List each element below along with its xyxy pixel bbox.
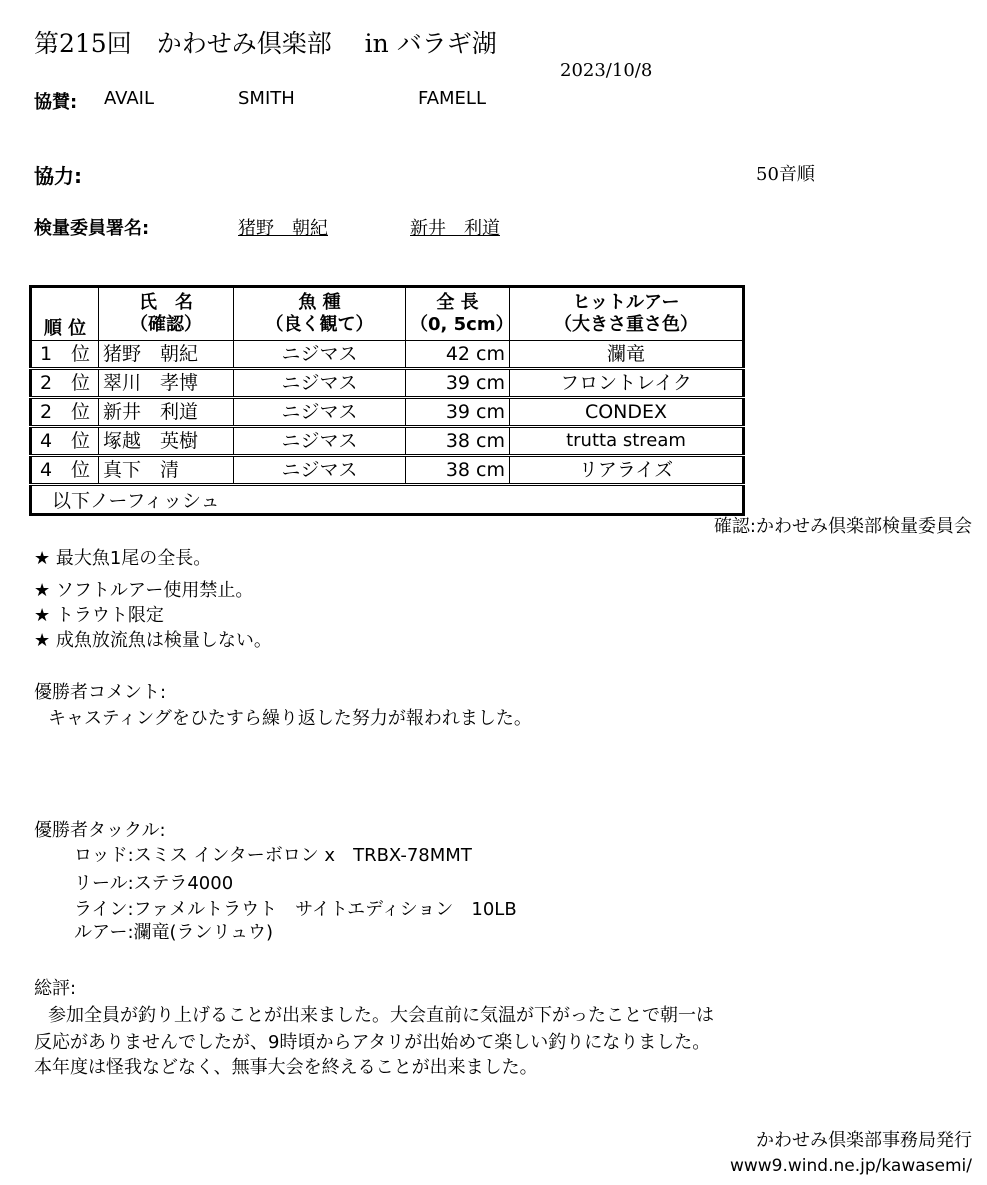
table-footer-row bbox=[31, 485, 744, 515]
sponsor-famell: FAMELL bbox=[418, 88, 486, 109]
cell-name: 猪野 朝紀 bbox=[99, 341, 234, 369]
sponsor-smith: SMITH bbox=[238, 88, 295, 109]
table-row bbox=[31, 427, 744, 456]
cell-length: 42 cm bbox=[406, 341, 510, 369]
results-table bbox=[29, 285, 745, 516]
cell-rank: 2 位 bbox=[31, 369, 99, 398]
rule-item: ★ 最大魚1尾の全長。 bbox=[34, 548, 212, 569]
cell-length: 38 cm bbox=[406, 456, 510, 485]
tackle-rod: ロッド:スミス インターボロン x TRBX-78MMT bbox=[74, 845, 472, 866]
cell-length: 39 cm bbox=[406, 369, 510, 398]
header-length: 全 長 （0, 5cm） bbox=[406, 287, 510, 341]
cell-name: 新井 利道 bbox=[99, 398, 234, 427]
cell-rank: 1 位 bbox=[31, 341, 99, 369]
header-name: 氏 名 （確認） bbox=[99, 287, 234, 341]
page-title: 第215回 かわせみ倶楽部 in バラギ湖 bbox=[34, 29, 497, 58]
inspector-1: 猪野 朝紀 bbox=[238, 218, 328, 239]
winner-tackle-label: 優勝者タックル: bbox=[34, 820, 166, 841]
cell-length: 39 cm bbox=[406, 398, 510, 427]
summary-line: 本年度は怪我などなく、無事大会を終えることが出来ました。 bbox=[34, 1057, 538, 1078]
cell-rank: 2 位 bbox=[31, 398, 99, 427]
cell-rank: 4 位 bbox=[31, 456, 99, 485]
inspector-2: 新井 利道 bbox=[410, 218, 500, 239]
cell-lure: 瀾竜 bbox=[510, 341, 744, 369]
cell-lure: フロントレイク bbox=[510, 369, 744, 398]
cell-rank: 4 位 bbox=[31, 427, 99, 456]
cell-fish: ニジマス bbox=[234, 341, 406, 369]
cooperation-label: 協力: bbox=[34, 164, 82, 188]
table-row bbox=[31, 456, 744, 485]
cell-fish: ニジマス bbox=[234, 456, 406, 485]
cell-name: 真下 清 bbox=[99, 456, 234, 485]
cell-lure: リアライズ bbox=[510, 456, 744, 485]
cell-fish: ニジマス bbox=[234, 369, 406, 398]
summary-line: 反応がありませんでしたが、9時頃からアタリが出始めて楽しい釣りになりました。 bbox=[34, 1032, 711, 1053]
event-date: 2023/10/8 bbox=[560, 60, 653, 81]
header-fish: 魚 種 （良く観て） bbox=[234, 287, 406, 341]
cell-name: 翠川 孝博 bbox=[99, 369, 234, 398]
confirmation-note: 確認:かわせみ倶楽部検量委員会 bbox=[713, 516, 972, 537]
tackle-lure: ルアー:瀾竜(ランリュウ) bbox=[74, 922, 274, 943]
table-row bbox=[31, 398, 744, 427]
winner-comment-label: 優勝者コメント: bbox=[34, 682, 167, 703]
cell-lure: CONDEX bbox=[510, 398, 744, 427]
site-url[interactable]: www9.wind.ne.jp/kawasemi/ bbox=[729, 1156, 972, 1176]
tackle-reel: リール:ステラ4000 bbox=[74, 873, 234, 894]
table-header-row bbox=[31, 287, 744, 341]
inspector-label: 検量委員署名: bbox=[34, 218, 150, 239]
cell-fish: ニジマス bbox=[234, 427, 406, 456]
summary-label: 総評: bbox=[34, 978, 77, 999]
sponsor-avail: AVAIL bbox=[104, 88, 154, 109]
rule-item: ★ トラウト限定 bbox=[34, 605, 164, 626]
tackle-line: ライン:ファメルトラウト サイトエディション 10LB bbox=[74, 899, 517, 920]
summary-line: 参加全員が釣り上げることが出来ました。大会直前に気温が下がったことで朝一は bbox=[48, 1005, 714, 1026]
cell-length: 38 cm bbox=[406, 427, 510, 456]
sponsor-label: 協賛: bbox=[34, 92, 78, 113]
cell-lure: trutta stream bbox=[510, 427, 744, 456]
cell-name: 塚越 英樹 bbox=[99, 427, 234, 456]
header-lure: ヒットルアー （大きさ重さ色） bbox=[510, 287, 744, 341]
header-rank: 順 位 bbox=[31, 287, 99, 341]
order-note: 50音順 bbox=[756, 164, 815, 185]
table-row bbox=[31, 341, 744, 369]
rule-item: ★ 成魚放流魚は検量しない。 bbox=[34, 630, 272, 651]
no-fish-note: 以下ノーフィッシュ bbox=[31, 485, 744, 515]
table-row bbox=[31, 369, 744, 398]
winner-comment-text: キャスティングをひたすら繰り返した努力が報われました。 bbox=[48, 708, 532, 729]
rule-item: ★ ソフトルアー使用禁止。 bbox=[34, 580, 254, 601]
cell-fish: ニジマス bbox=[234, 398, 406, 427]
publisher: かわせみ倶楽部事務局発行 bbox=[756, 1130, 972, 1151]
